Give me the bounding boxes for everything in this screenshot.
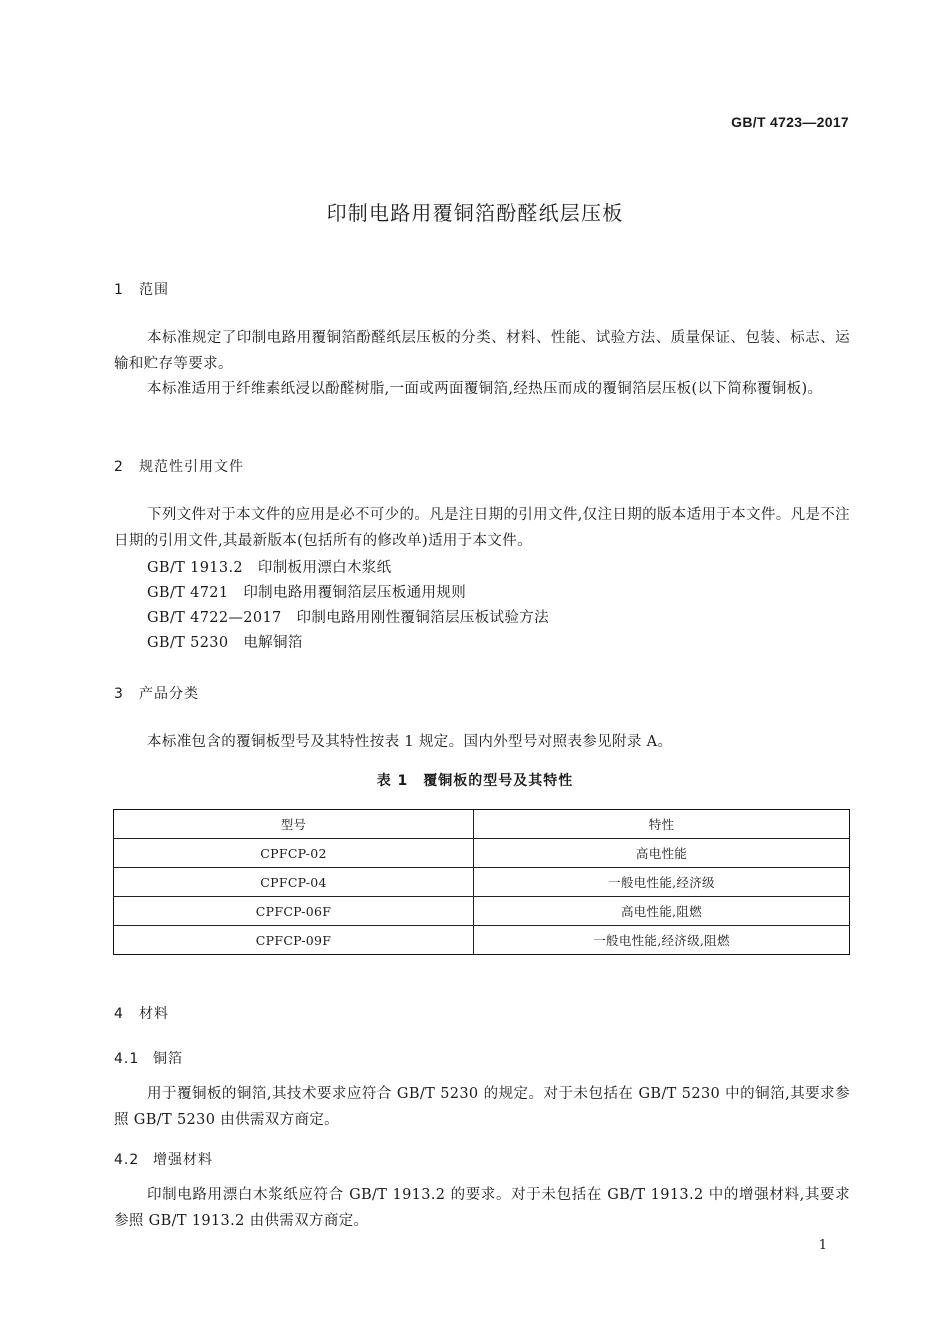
model-characteristics-table: [113, 809, 850, 955]
table-row: [114, 868, 850, 897]
reference-title: 印制电路用刚性覆铜箔层压板试验方法: [296, 610, 549, 626]
column-header-model: 型号: [114, 810, 474, 839]
reference-item: [147, 556, 392, 577]
reference-code: GB/T 5230: [147, 635, 229, 651]
section-number: 3: [114, 686, 124, 702]
scope-paragraph-1: 本标准规定了印制电路用覆铜箔酚醛纸层压板的分类、材料、性能、试验方法、质量保证、包装、标志、运输和贮存等要求。: [114, 330, 850, 372]
model-cell: CPFCP-02: [114, 839, 474, 868]
subsection-title: 铜箔: [153, 1051, 183, 1067]
reference-item: [147, 581, 466, 602]
reinforcement-paragraph: 印制电路用漂白木浆纸应符合 GB/T 1913.2 的要求。对于未包括在 GB/T 1913.2 中的增强材料,其要求参照 GB/T 1913.2 由供需双方商定。: [114, 1187, 850, 1229]
table-header-row: [114, 810, 850, 839]
section-title: 规范性引用文件: [139, 459, 244, 475]
section-heading-normative-references: [114, 456, 244, 476]
reference-item: [147, 631, 303, 652]
table-row: [114, 926, 850, 955]
section-title: 材料: [139, 1006, 169, 1022]
reference-code: GB/T 1913.2: [147, 560, 243, 576]
reference-title: 电解铜箔: [243, 635, 303, 651]
section-heading-classification: [114, 683, 199, 703]
characteristics-cell: 高电性能: [474, 839, 850, 868]
model-cell: CPFCP-09F: [114, 926, 474, 955]
document-title: 印制电路用覆铜箔酚醛纸层压板: [326, 201, 624, 225]
scope-paragraph-2: 本标准适用于纤维素纸浸以酚醛树脂,一面或两面覆铜箔,经热压而成的覆铜箔层压板(以下简称覆铜板)。: [147, 381, 823, 397]
subsection-title: 增强材料: [153, 1152, 213, 1168]
table-row: [114, 897, 850, 926]
reference-title: 印制板用漂白木浆纸: [257, 560, 392, 576]
reference-title: 印制电路用覆铜箔层压板通用规则: [243, 585, 467, 601]
characteristics-cell: 一般电性能,经济级,阻燃: [474, 926, 850, 955]
standard-code: GB/T 4723—2017: [731, 114, 849, 130]
section-title: 产品分类: [139, 686, 199, 702]
section-heading-materials: [114, 1003, 169, 1023]
subsection-heading-reinforcement: [114, 1149, 213, 1169]
classification-paragraph: 本标准包含的覆铜板型号及其特性按表 1 规定。国内外型号对照表参见附录 A。: [147, 734, 673, 750]
section-number: 2: [114, 459, 124, 475]
section-title: 范围: [139, 282, 169, 298]
subsection-number: 4.2: [114, 1152, 140, 1168]
model-cell: CPFCP-04: [114, 868, 474, 897]
model-cell: CPFCP-06F: [114, 897, 474, 926]
subsection-heading-copper-foil: [114, 1048, 183, 1068]
characteristics-cell: 一般电性能,经济级: [474, 868, 850, 897]
subsection-number: 4.1: [114, 1051, 140, 1067]
page-number: 1: [818, 1238, 827, 1253]
table-row: [114, 839, 850, 868]
table-caption: 表 1 覆铜板的型号及其特性: [376, 773, 574, 789]
references-intro: 下列文件对于本文件的应用是必不可少的。凡是注日期的引用文件,仅注日期的版本适用于本文件。凡是不注日期的引用文件,其最新版本(包括所有的修改单)适用于本文件。: [114, 507, 850, 549]
section-number: 1: [114, 282, 124, 298]
reference-item: [147, 606, 549, 627]
reference-code: GB/T 4721: [147, 585, 229, 601]
reference-code: GB/T 4722—2017: [147, 610, 282, 626]
copper-foil-paragraph: 用于覆铜板的铜箔,其技术要求应符合 GB/T 5230 的规定。对于未包括在 GB/T 5230 中的铜箔,其要求参照 GB/T 5230 由供需双方商定。: [114, 1086, 850, 1128]
section-heading-scope: [114, 279, 169, 299]
column-header-characteristics: 特性: [474, 810, 850, 839]
characteristics-cell: 高电性能,阻燃: [474, 897, 850, 926]
section-number: 4: [114, 1006, 124, 1022]
